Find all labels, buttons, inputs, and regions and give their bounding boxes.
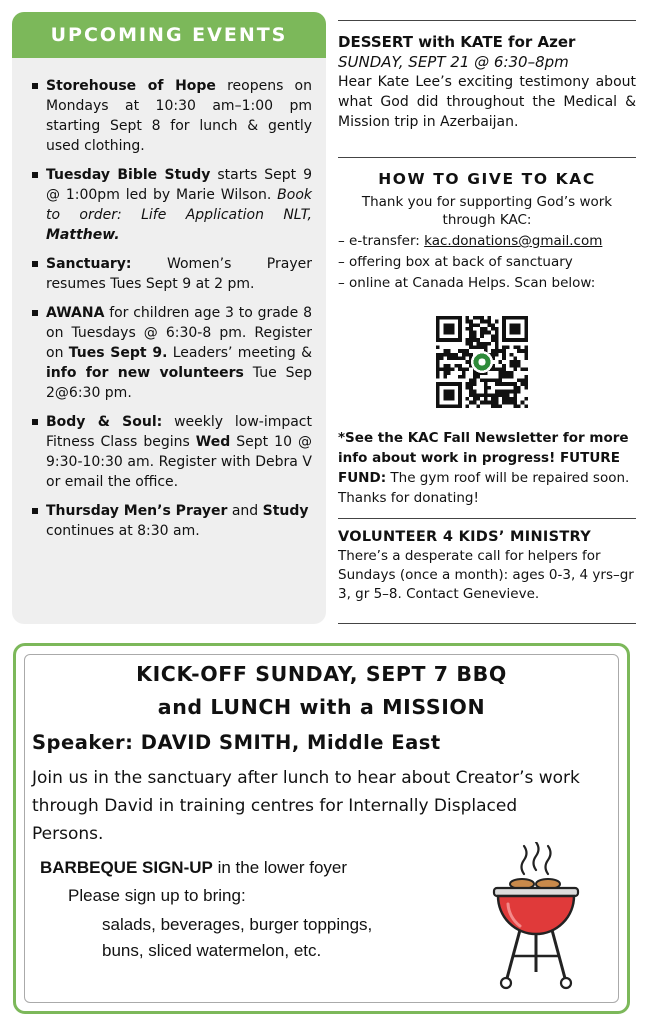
- future-fund-label: FUTURE FUND:: [338, 450, 620, 486]
- bring-line: salads, beverages, burger toppings,: [102, 915, 373, 934]
- event-body-soul: [32, 412, 312, 492]
- event-title: Body & Soul:: [46, 414, 163, 430]
- kickoff-title-line: and LUNCH with a MISSION: [157, 695, 486, 719]
- event-text: Sept 10 @ 9:30-10:30 am. Register with Debra V or email the office.: [46, 434, 312, 490]
- event-title: Tuesday Bible Study: [46, 167, 211, 183]
- events-list: [12, 58, 326, 541]
- volunteer-section: [338, 527, 636, 604]
- kickoff-title: [16, 658, 627, 724]
- upcoming-events-title: UPCOMING EVENTS: [50, 24, 288, 46]
- bring-items: [102, 912, 372, 964]
- kickoff-title-line: KICK-OFF SUNDAY, SEPT 7 BBQ: [136, 662, 507, 686]
- event-text: and: [227, 503, 263, 519]
- event-text: for children age 3 to grade 8 on Tuesdays @ 6:30-8 pm. Register on: [46, 305, 312, 361]
- event-title: Storehouse of Hope: [46, 78, 216, 94]
- speaker-line: Speaker: DAVID SMITH, Middle East: [32, 731, 441, 754]
- event-title-cont: Study: [262, 503, 309, 519]
- event-day: Wed: [195, 434, 231, 450]
- divider: [338, 623, 636, 624]
- event-book-title: Matthew.: [46, 227, 120, 243]
- give-offering: – offering box at back of sanctuary: [338, 254, 573, 270]
- bbq-signup: [40, 858, 347, 878]
- event-text: weekly low-impact Fitness Class begins: [46, 414, 312, 450]
- dessert-date: SUNDAY, SEPT 21 @ 6:30–8pm: [338, 53, 569, 71]
- event-awana: [32, 303, 312, 403]
- event-text: Women’s Prayer resumes Tues Sept 9 at 2 pm.: [46, 256, 312, 292]
- bring-intro: Please sign up to bring:: [68, 886, 246, 905]
- divider: [338, 20, 636, 21]
- volunteer-title: VOLUNTEER 4 KIDS’ MINISTRY: [338, 529, 592, 545]
- give-etransfer: [338, 231, 636, 252]
- event-text: starts Sept 9 @ 1:00pm led by Marie Wilson.: [46, 167, 312, 203]
- event-mens-prayer: [32, 501, 312, 541]
- event-title: AWANA: [46, 305, 105, 321]
- dessert-body: Hear Kate Lee’s exciting testimony about what God did throughout the Medical & Mission trip in Azerbaijan.: [338, 74, 636, 130]
- qr-code-icon[interactable]: [436, 316, 528, 408]
- event-title: Sanctuary:: [46, 256, 132, 272]
- bbq-signup-location: in the lower foyer: [212, 858, 348, 877]
- give-title: HOW TO GIVE TO KAC: [378, 170, 596, 188]
- give-section: [338, 168, 636, 294]
- event-date: Tues Sept 9.: [68, 345, 168, 361]
- newsletter-line: *See the KAC Fall Newsletter for more info about work in progress!: [338, 430, 629, 466]
- give-online: – online at Canada Helps. Scan below:: [338, 275, 596, 291]
- bbq-grill-icon: [486, 842, 586, 992]
- donation-email-link[interactable]: kac.donations@gmail.com: [424, 233, 603, 249]
- event-text: reopens on Mondays at 10:30 am–1:00 pm starting Sept 8 for lunch & gently used clothing.: [46, 78, 312, 154]
- volunteer-body: There’s a desperate call for helpers for Sundays (once a month): ages 0-3, 4 yrs–gr 3, gr 5–8. Contact Genevieve.: [338, 548, 634, 602]
- event-text: continues at 8:30 am.: [46, 523, 200, 539]
- future-fund-text: The gym roof will be repaired soon. Thanks for donating!: [338, 470, 630, 506]
- event-text: Tue Sep 2@6:30 pm.: [46, 365, 312, 401]
- dessert-section: [338, 32, 636, 132]
- event-text: Leaders’ meeting &: [167, 345, 313, 361]
- event-bible-study: [32, 165, 312, 245]
- event-title: Thursday Men’s Prayer: [46, 503, 228, 519]
- newsletter-text: [338, 428, 636, 508]
- divider: [338, 518, 636, 519]
- etransfer-label: – e-transfer:: [338, 233, 425, 249]
- divider: [338, 157, 636, 158]
- give-intro: Thank you for supporting God’s work through KAC:: [361, 194, 613, 228]
- bring-line: buns, sliced watermelon, etc.: [102, 941, 322, 960]
- event-storehouse: [32, 76, 312, 156]
- kickoff-box: [13, 643, 630, 1014]
- upcoming-events-header: [12, 12, 326, 58]
- newsletter-note: [338, 428, 636, 508]
- event-note: Book to order: Life Application NLT,: [46, 187, 312, 223]
- upcoming-events-panel: [12, 12, 326, 624]
- event-sanctuary: [32, 254, 312, 294]
- event-highlight: info for new volunteers: [46, 365, 244, 381]
- kickoff-body: Join us in the sanctuary after lunch to hear about Creator’s work through David in training centres for Internally Displaced Persons.: [32, 768, 580, 844]
- bbq-signup-title: BARBEQUE SIGN-UP: [40, 858, 213, 877]
- dessert-title: DESSERT with KATE for Azer: [338, 33, 576, 51]
